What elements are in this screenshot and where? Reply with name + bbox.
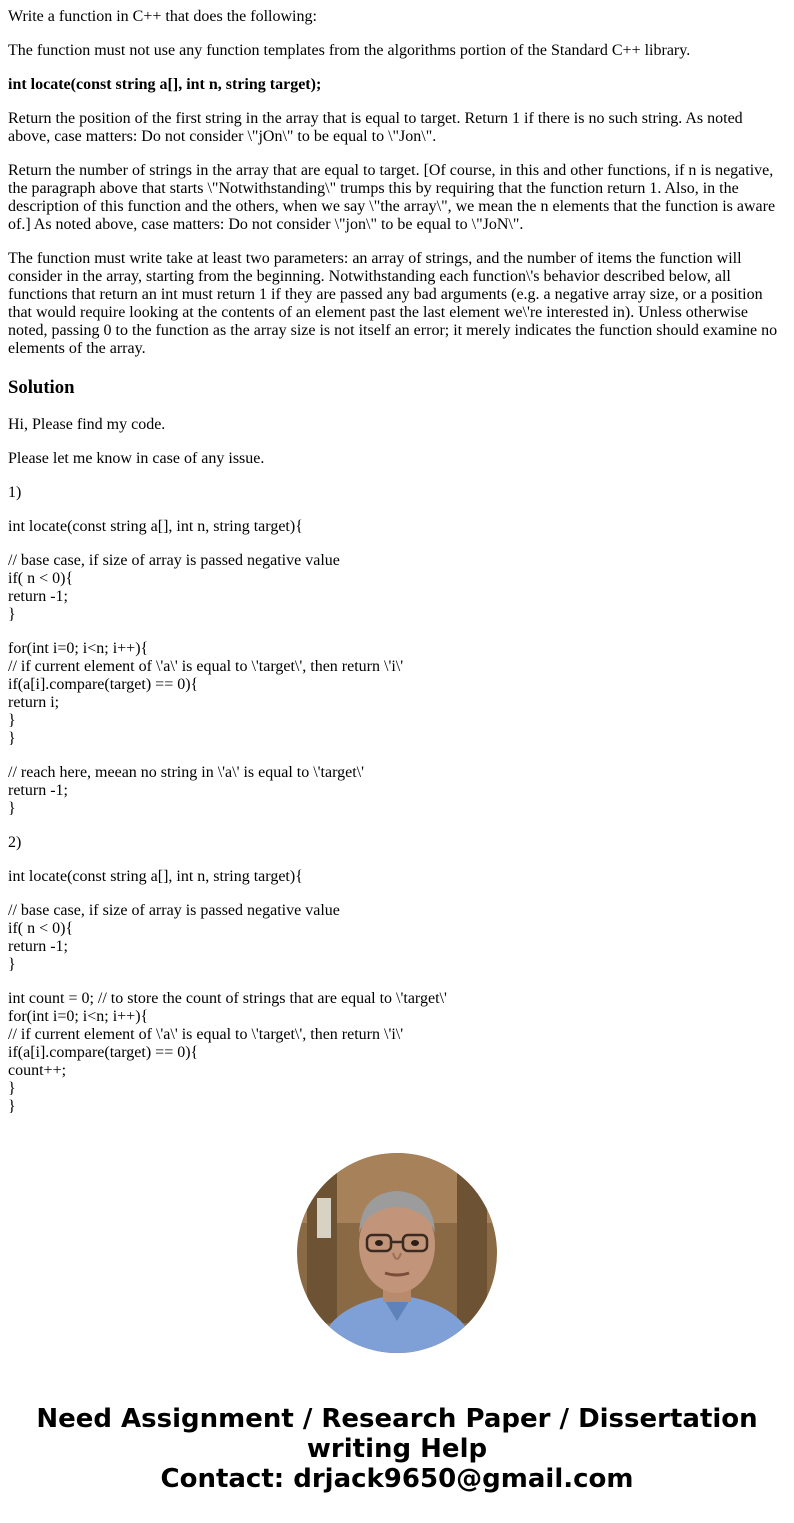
solution-heading: Solution [8, 377, 75, 398]
code-line: } [8, 606, 16, 623]
code-line: return -1; [8, 782, 68, 799]
code-line: if(a[i].compare(target) == 0){ [8, 1044, 199, 1061]
part-1-code-block-1 [8, 552, 782, 624]
code-line: } [8, 1080, 16, 1097]
function-signature: int locate(const string a[], int n, string target); [8, 76, 322, 93]
code-line: return -1; [8, 588, 68, 605]
description-count: Return the number of strings in the array that are equal to target. [Of course, in this and other functions, if n is negative, the paragraph above that starts \"Notwithstanding\" trumps this by requiring that the function return 1. Also, in the description of this function and the others, when we say \"the array\", we mean the n elements that the function is aware of.] As noted above, case matters: Do not consider \"jon\" to be equal to \"JoN\". [8, 162, 776, 233]
code-line: if( n < 0){ [8, 920, 74, 937]
code-line: } [8, 956, 16, 973]
part-1-signature: int locate(const string a[], int n, string target){ [8, 518, 303, 535]
code-line: // base case, if size of array is passed negative value [8, 552, 340, 569]
solution-greeting: Hi, Please find my code. [8, 416, 166, 433]
code-line: for(int i=0; i<n; i++){ [8, 640, 149, 657]
author-avatar [297, 1153, 497, 1353]
part-1-code-block-3 [8, 764, 782, 818]
code-line: return i; [8, 694, 60, 711]
code-line: count++; [8, 1062, 67, 1079]
code-line: if(a[i].compare(target) == 0){ [8, 676, 199, 693]
code-line: // base case, if size of array is passed negative value [8, 902, 340, 919]
code-line: for(int i=0; i<n; i++){ [8, 1008, 149, 1025]
code-line: } [8, 730, 16, 747]
part-2-code-block-2 [8, 990, 782, 1116]
code-line: // if current element of \'a\' is equal to \'target\', then return \'i\' [8, 658, 404, 675]
question-restriction: The function must not use any function templates from the algorithms portion of the Standard C++ library. [8, 42, 691, 59]
code-line: int count = 0; // to store the count of strings that are equal to \'target\' [8, 990, 447, 1007]
description-parameters: The function must write take at least two parameters: an array of strings, and the number of items the function will consider in the array, starting from the beginning. Notwithstanding each function\'s behavior described below, all functions that return an int must return 1 if they are passed any bad arguments (e.g. a negative array size, or a position that would require looking at the contents of an element past the last element we\'re interested in). Unless otherwise noted, passing 0 to the function as the array size is not itself an error; it merely indicates the function should examine no elements of the array. [8, 250, 778, 357]
part-2-code-block-1 [8, 902, 782, 974]
solution-note: Please let me know in case of any issue. [8, 450, 265, 467]
part-1-code-block-2 [8, 640, 782, 748]
promo-banner [0, 1404, 794, 1494]
part-2-signature: int locate(const string a[], int n, string target){ [8, 868, 303, 885]
question-intro: Write a function in C++ that does the following: [8, 8, 317, 25]
code-line: // if current element of \'a\' is equal to \'target\', then return \'i\' [8, 1026, 404, 1043]
promo-line: Need Assignment / Research Paper / Dissertation [36, 1404, 758, 1434]
document-content [8, 8, 782, 1132]
code-line: } [8, 712, 16, 729]
code-line: } [8, 800, 16, 817]
part-1-label: 1) [8, 484, 22, 501]
code-line: if( n < 0){ [8, 570, 74, 587]
promo-line: writing Help [306, 1434, 488, 1464]
code-line: // reach here, meean no string in \'a\' is equal to \'target\' [8, 764, 365, 781]
code-line: return -1; [8, 938, 68, 955]
description-locate: Return the position of the first string in the array that is equal to target. Return 1 if there is no such string. As noted above, case matters: Do not consider \"jOn\" to be equal to \"Jon\". [8, 110, 743, 145]
code-line: } [8, 1098, 16, 1115]
promo-contact: Contact: drjack9650@gmail.com [160, 1464, 634, 1494]
part-2-label: 2) [8, 834, 22, 851]
